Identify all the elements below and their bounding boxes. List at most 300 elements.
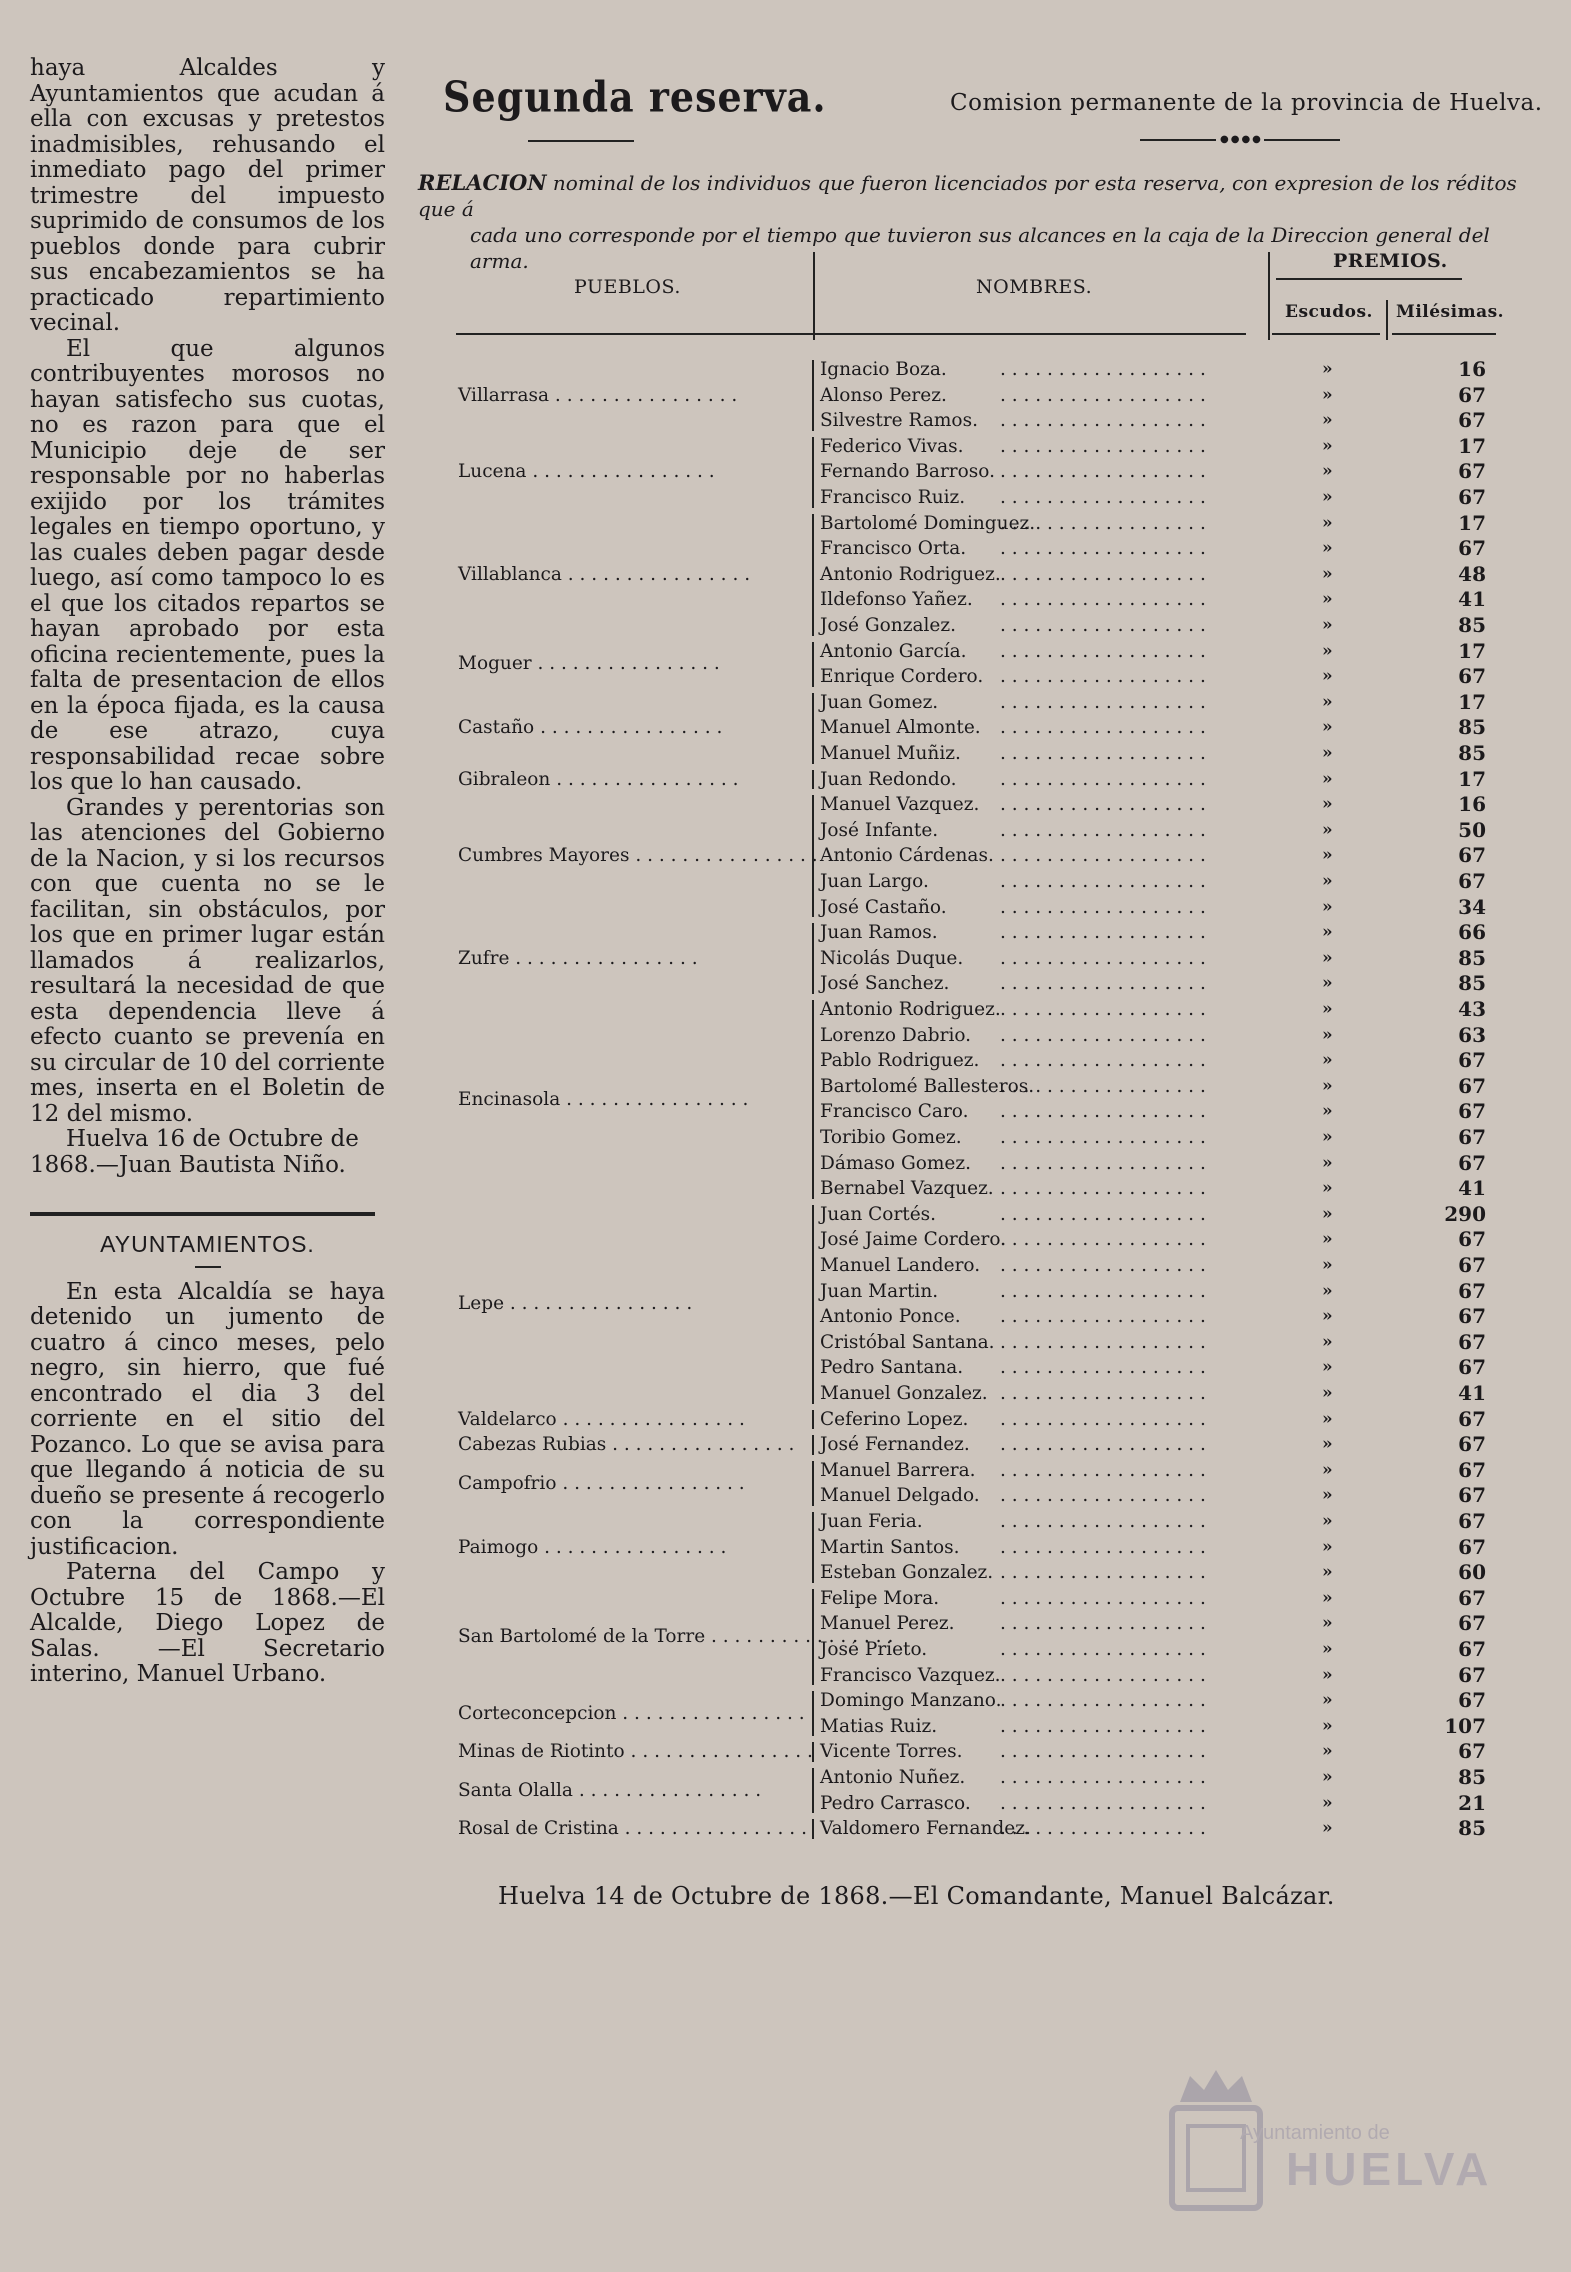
footer-signature: Huelva 14 de Octubre de 1868.—El Comandante, Manuel Balcázar. [498, 1882, 1335, 1910]
table-row [0, 1176, 1571, 1201]
nombre-cell: Valdomero Fernandez. [820, 1818, 1031, 1840]
dot-leaders: . . . . . . . . . . . . . . . . . . [1000, 384, 1206, 406]
dot-leaders: . . . . . . . . . . . . . . . . . . [1000, 1255, 1206, 1276]
row-brace [812, 1410, 814, 1430]
escudos-cell: » [1322, 947, 1333, 968]
dot-leaders: . . . . . . . . . . . . . . . . . . [1000, 1050, 1206, 1072]
dot-leaders: . . . . . . . . . . . . . . . . . . [1000, 512, 1206, 534]
nombre-cell: Francisco Vazquez. [820, 1664, 1001, 1686]
dot-leaders: . . . . . . . . . . . . . . . . . . [1000, 1127, 1206, 1148]
table-row [0, 485, 1571, 510]
milesimas-cell: 17 [1458, 689, 1486, 714]
milesimas-cell: 67 [1458, 485, 1486, 509]
milesimas-cell: 17 [1458, 433, 1486, 458]
milesimas-cell: 50 [1458, 817, 1486, 842]
dot-leaders: . . . . . . . . . . . . . . . . . . [1000, 640, 1206, 662]
nombre-cell: José Fernandez. [820, 1434, 970, 1456]
pueblo-cell: Lepe . . . . . . . . . . . . . . . . [458, 1293, 693, 1315]
milesimas-cell: 41 [1458, 1176, 1486, 1201]
milesimas-cell: 67 [1458, 459, 1486, 484]
row-brace [812, 1205, 814, 1404]
dot-leaders: . . . . . . . . . . . . . . . . . . [1000, 1511, 1206, 1532]
nombre-cell: Martin Santos. [820, 1536, 960, 1558]
pueblo-cell: Villablanca . . . . . . . . . . . . . . . . [458, 563, 751, 585]
milesimas-cell: 67 [1458, 1483, 1486, 1508]
col-header-pueblos: PUEBLOS. [574, 276, 681, 298]
nombre-cell: Toribio Gomez. [820, 1127, 962, 1148]
row-brace [812, 514, 814, 636]
escudos-cell: » [1322, 1024, 1333, 1045]
section-heading: AYUNTAMIENTOS. [100, 1231, 315, 1257]
milesimas-cell: 67 [1458, 1509, 1486, 1533]
escudos-cell: » [1322, 845, 1333, 866]
escudos-cell: » [1322, 1408, 1333, 1429]
column-rule [1386, 300, 1388, 340]
milesimas-cell: 17 [1458, 638, 1486, 663]
nombre-cell: Matias Ruiz. [820, 1715, 938, 1737]
milesimas-cell: 67 [1458, 536, 1486, 561]
dot-leaders: . . . . . . . . . . . . . . . . . . [1000, 1408, 1206, 1430]
milesimas-cell: 85 [1458, 1765, 1486, 1789]
escudos-cell: » [1322, 615, 1333, 635]
milesimas-cell: 67 [1458, 1637, 1486, 1661]
nombre-cell: Manuel Barrera. [820, 1459, 976, 1481]
nombre-cell: Francisco Caro. [820, 1101, 969, 1123]
nombre-cell: José Jaime Cordero. [820, 1229, 1007, 1251]
dot-leaders: . . . . . . . . . . . . . . . . . . [1000, 1639, 1206, 1660]
dot-leaders: . . . . . . . . . . . . . . . . . . [1000, 947, 1206, 969]
pueblo-cell: Cumbres Mayores . . . . . . . . . . . . . . . . [458, 845, 818, 867]
row-brace [812, 1819, 814, 1839]
row-brace [812, 642, 814, 687]
dot-leaders: . . . . . . . . . . . . . . . . . . [1000, 1357, 1206, 1379]
dot-leaders: . . . . . . . . . . . . . . . . . . [1000, 717, 1206, 739]
milesimas-cell: 67 [1458, 1355, 1486, 1380]
pueblo-cell: Zufre . . . . . . . . . . . . . . . . [458, 947, 698, 969]
escudos-cell: » [1322, 1152, 1333, 1173]
nombre-cell: Pedro Santana. [820, 1357, 964, 1379]
milesimas-cell: 67 [1458, 1253, 1486, 1277]
paragraph: El que algunos contribuyentes morosos no hayan satisfecho sus cuotas, no es razon para que el Municipio deje de ser responsable por no haberlas exijido por los trámites legales en tiempo oportuno, y las cuales deben pagar desde luego, así como tampoco lo es el que los citados repartos se hayan aprobado por esta oficina recientemente, pues la falta de presentacion de ellos en la época fijada, es la causa de ese atrazo, cuya responsabilidad recae sobre los que lo han causado. [30, 335, 385, 795]
escudos-cell: » [1322, 640, 1333, 661]
milesimas-cell: 67 [1458, 1099, 1486, 1124]
milesimas-cell: 21 [1458, 1790, 1486, 1815]
nombre-cell: Dámaso Gomez. [820, 1152, 971, 1174]
milesimas-cell: 67 [1458, 1150, 1486, 1175]
escudos-cell: » [1322, 871, 1333, 891]
dot-leaders: . . . . . . . . . . . . . . . . . . [1000, 1536, 1206, 1558]
escudos-cell: » [1322, 743, 1333, 763]
row-brace [812, 795, 814, 917]
table-row [0, 1509, 1571, 1534]
table-row [0, 1355, 1571, 1380]
dot-leaders: . . . . . . . . . . . . . . . . . . [1000, 768, 1206, 790]
pueblo-cell: Villarrasa . . . . . . . . . . . . . . . . [458, 384, 738, 406]
paragraph: En esta Alcaldía se haya detenido un jumento de cuatro á cinco meses, pelo negro, sin hierro, que fué encontrado el dia 3 del corriente en el sitio del Pozanco. Lo que se avisa para que llegando á noticia de su dueño se presente á recogerlo con la correspondiente justificacion. [30, 1278, 385, 1560]
table-row [0, 536, 1571, 561]
milesimas-cell: 63 [1458, 1022, 1486, 1047]
table-row [0, 1227, 1571, 1252]
nombre-cell: Antonio García. [820, 640, 967, 662]
escudos-cell: » [1322, 922, 1333, 943]
row-brace [812, 770, 814, 790]
nombre-cell: Ceferino Lopez. [820, 1408, 969, 1430]
escudos-cell: » [1322, 1587, 1333, 1608]
escudos-cell: » [1322, 1664, 1333, 1685]
col-header-milesimas: Milésimas. [1396, 302, 1505, 322]
dot-leaders: . . . . . . . . . . . . . . . . . . [1000, 538, 1206, 560]
escudos-cell: » [1322, 1101, 1333, 1122]
dot-leaders: . . . . . . . . . . . . . . . . . . [1000, 871, 1206, 892]
paragraph: Grandes y perentorias son las atenciones del Gobierno de la Nacion, y si los recursos con que cuenta no se le facilitan, sin obstáculos, por los que en primer lugar están llamados á realizarlos, resultará la necesidad de que esta dependencia lleve á efecto cuanto se prevenía en su circular de 10 del corriente mes, inserta en el Boletin de 12 del mismo. [30, 794, 385, 1127]
nombre-cell: Esteban Gonzalez. [820, 1562, 994, 1584]
nombre-cell: José Sanchez. [820, 973, 950, 995]
premios-rule [1276, 278, 1462, 280]
dot-leaders: . . . . . . . . . . . . . . . . . . [1000, 1562, 1206, 1584]
table-row [0, 1125, 1571, 1150]
table-row [0, 997, 1571, 1022]
pueblo-cell: Paimogo . . . . . . . . . . . . . . . . [458, 1536, 727, 1558]
nombre-cell: Juan Cortés. [820, 1203, 937, 1225]
milesimas-cell: 67 [1458, 1227, 1486, 1252]
col-header-escudos: Escudos. [1285, 302, 1373, 322]
dot-leaders: . . . . . . . . . . . . . . . . . . [1000, 1664, 1206, 1686]
milesimas-cell: 67 [1458, 664, 1486, 689]
pueblo-cell: Encinasola . . . . . . . . . . . . . . . . [458, 1088, 749, 1110]
column-rule [813, 252, 815, 340]
nombre-cell: Cristóbal Santana. [820, 1331, 995, 1353]
table-row [0, 357, 1571, 382]
milesimas-cell: 67 [1458, 1457, 1486, 1482]
dot-leaders: . . . . . . . . . . . . . . . . . . [1000, 1741, 1206, 1763]
relacion-line: nominal de los individuos que fueron licenciados por esta reserva, con expresion de los réditos que á [418, 171, 1517, 221]
escudos-cell: » [1322, 1383, 1333, 1403]
escudos-cell: » [1322, 794, 1333, 815]
pueblo-cell: Corteconcepcion . . . . . . . . . . . . . . . . [458, 1703, 805, 1724]
dot-leaders: . . . . . . . . . . . . . . . . . . [1000, 743, 1206, 764]
nombre-cell: Manuel Almonte. [820, 717, 981, 739]
milesimas-cell: 67 [1458, 1534, 1486, 1559]
escudos-cell: » [1322, 487, 1333, 507]
dot-leaders: . . . . . . . . . . . . . . . . . . [1000, 1203, 1206, 1225]
table-row [0, 792, 1571, 817]
table-row [0, 1202, 1571, 1227]
nombre-cell: Silvestre Ramos. [820, 410, 978, 432]
row-brace [812, 1000, 814, 1199]
nombre-cell: Manuel Landero. [820, 1255, 981, 1276]
dot-leaders: . . . . . . . . . . . . . . . . . . [1000, 410, 1206, 432]
nombre-cell: Antonio Ponce. [820, 1306, 961, 1328]
escudos-cell: » [1322, 359, 1333, 379]
escudos-cell: » [1322, 1767, 1333, 1787]
row-brace [812, 360, 814, 431]
pueblo-cell: Campofrio . . . . . . . . . . . . . . . . [458, 1472, 745, 1494]
escudos-cell: » [1322, 1178, 1333, 1199]
escudos-cell: » [1322, 1792, 1333, 1813]
escudos-cell: » [1322, 1459, 1333, 1480]
escudos-cell: » [1322, 768, 1333, 789]
paragraph: Paterna del Campo y Octubre 15 de 1868.—El Alcalde, Diego Lopez de Salas. —El Secretario interino, Manuel Urbano. [30, 1559, 385, 1687]
milesimas-cell: 48 [1458, 561, 1486, 586]
escudos-cell: » [1322, 1203, 1333, 1224]
nombre-cell: Enrique Cordero. [820, 666, 984, 688]
pueblo-cell: Valdelarco . . . . . . . . . . . . . . . . [458, 1408, 745, 1430]
nombre-cell: Bartolomé Dominguez. [820, 512, 1036, 534]
dot-leaders: . . . . . . . . . . . . . . . . . . [1000, 1101, 1206, 1123]
column-rule [1268, 252, 1270, 340]
milesimas-cell: 67 [1458, 843, 1486, 868]
nombre-cell: Juan Redondo. [820, 768, 957, 790]
nombre-cell: Bartolomé Ballesteros. [820, 1075, 1035, 1097]
nombre-cell: Manuel Perez. [820, 1613, 955, 1635]
table-row [0, 587, 1571, 612]
table-row [0, 920, 1571, 945]
escudos-cell: » [1322, 1331, 1333, 1352]
dot-leaders: . . . . . . . . . . . . . . . . . . [1000, 1485, 1206, 1507]
milesimas-cell: 67 [1458, 1739, 1486, 1764]
dot-leaders: . . . . . . . . . . . . . . . . . . [1000, 845, 1206, 867]
milesimas-cell: 16 [1458, 357, 1486, 381]
dot-leaders: . . . . . . . . . . . . . . . . . . [1000, 794, 1206, 816]
table-row [0, 1048, 1571, 1073]
dot-leaders: . . . . . . . . . . . . . . . . . . [1000, 1792, 1206, 1814]
header-rule [1272, 333, 1380, 335]
dot-leaders: . . . . . . . . . . . . . . . . . . [1000, 1434, 1206, 1456]
page-title: Segunda reserva. [443, 72, 827, 122]
row-brace [812, 1691, 814, 1736]
escudos-cell: » [1322, 666, 1333, 687]
milesimas-cell: 67 [1458, 382, 1486, 407]
dot-leaders: . . . . . . . . . . . . . . . . . . [1000, 1178, 1206, 1200]
escudos-cell: » [1322, 384, 1333, 405]
escudos-cell: » [1322, 1075, 1333, 1096]
nombre-cell: Lorenzo Dabrio. [820, 1024, 972, 1046]
row-brace [812, 1512, 814, 1583]
row-brace [812, 1589, 814, 1685]
escudos-cell: » [1322, 1050, 1333, 1071]
escudos-cell: » [1322, 538, 1333, 559]
escudos-cell: » [1322, 896, 1333, 917]
table-row [0, 1151, 1571, 1176]
milesimas-cell: 290 [1444, 1201, 1486, 1226]
paragraph: haya Alcaldes y Ayuntamientos que acudan á ella con excusas y pretestos inadmisibles, rehusando el inmediato pago del primer trimestre del impuesto suprimido de consumos de los pueblos donde para cubrir sus encabezamientos se ha practicado repartimiento vecinal. [30, 55, 385, 336]
milesimas-cell: 66 [1458, 920, 1486, 945]
nombre-cell: Fernando Barroso. [820, 461, 995, 483]
escudos-cell: » [1322, 461, 1333, 482]
table-row [0, 971, 1571, 996]
nombre-cell: José Infante. [820, 819, 939, 841]
escudos-cell: » [1322, 691, 1333, 712]
nombre-cell: Pedro Carrasco. [820, 1792, 971, 1814]
milesimas-cell: 107 [1444, 1713, 1486, 1738]
table-row [0, 1023, 1571, 1048]
escudos-cell: » [1322, 563, 1333, 584]
escudos-cell: » [1322, 1536, 1333, 1557]
nombre-cell: Antonio Rodriguez. [820, 563, 1001, 585]
milesimas-cell: 60 [1458, 1560, 1486, 1585]
dot-leaders: . . . . . . . . . . . . . . . . . . [1000, 589, 1206, 611]
row-brace [812, 1435, 814, 1455]
nombre-cell: José Castaño. [820, 896, 947, 918]
milesimas-cell: 17 [1458, 766, 1486, 791]
table-row [0, 434, 1571, 459]
milesimas-cell: 43 [1458, 997, 1486, 1021]
table-row [0, 511, 1571, 536]
dot-leaders: . . . . . . . . . . . . . . . . . . [1000, 1690, 1206, 1712]
table-row [0, 869, 1571, 894]
dot-leaders: . . . . . . . . . . . . . . . . . . [1000, 999, 1206, 1020]
relacion-line: cada uno corresponde por el tiempo que tuvieron sus alcances en la caja de la Direccion general del arma. [470, 223, 1490, 273]
dot-leaders: . . . . . . . . . . . . . . . . . . [1000, 666, 1206, 688]
escudos-cell: » [1322, 589, 1333, 610]
escudos-cell: » [1322, 1511, 1333, 1531]
pueblo-cell: Moguer . . . . . . . . . . . . . . . . [458, 653, 720, 675]
milesimas-cell: 67 [1458, 869, 1486, 893]
header-rule [456, 333, 1246, 335]
milesimas-cell: 67 [1458, 1125, 1486, 1149]
dot-leaders: . . . . . . . . . . . . . . . . . . [1000, 563, 1206, 585]
table-row [0, 1586, 1571, 1611]
row-brace [812, 693, 814, 764]
dot-leaders: . . . . . . . . . . . . . . . . . . [1000, 435, 1206, 457]
milesimas-cell: 85 [1458, 741, 1486, 765]
escudos-cell: » [1322, 1741, 1333, 1762]
milesimas-cell: 67 [1458, 1048, 1486, 1073]
escudos-cell: » [1322, 819, 1333, 840]
escudos-cell: » [1322, 717, 1333, 738]
nombre-cell: Bernabel Vazquez. [820, 1178, 994, 1200]
watermark-brand: HUELVA [1286, 2143, 1493, 2195]
nombre-cell: Juan Feria. [820, 1511, 923, 1532]
dot-leaders: . . . . . . . . . . . . . . . . . . [1000, 1331, 1206, 1353]
nombre-cell: Juan Martin. [820, 1280, 939, 1302]
nombre-cell: Antonio Nuñez. [820, 1767, 966, 1788]
dot-leaders: . . . . . . . . . . . . . . . . . . [1000, 1613, 1206, 1635]
dot-leaders: . . . . . . . . . . . . . . . . . . [1000, 1587, 1206, 1609]
nombre-cell: José Prieto. [820, 1639, 928, 1660]
relacion-lead: RELACION [418, 170, 547, 195]
nombre-cell: Alonso Perez. [820, 384, 947, 406]
ornament-rule: ●●●● [1140, 138, 1340, 142]
milesimas-cell: 67 [1458, 1304, 1486, 1329]
pueblo-cell: Minas de Riotinto . . . . . . . . . . . . . . . . [458, 1741, 813, 1763]
nombre-cell: Manuel Muñiz. [820, 743, 961, 764]
nombre-cell: Ildefonso Yañez. [820, 589, 973, 611]
escudos-cell: » [1322, 1818, 1333, 1839]
table-row [0, 895, 1571, 920]
milesimas-cell: 67 [1458, 1688, 1486, 1713]
milesimas-cell: 85 [1458, 613, 1486, 637]
dot-leaders: . . . . . . . . . . . . . . . . . . [1000, 1306, 1206, 1328]
milesimas-cell: 16 [1458, 792, 1486, 817]
nombre-cell: Antonio Cárdenas. [820, 845, 994, 867]
milesimas-cell: 67 [1458, 408, 1486, 433]
nombre-cell: Manuel Gonzalez. [820, 1383, 988, 1404]
milesimas-cell: 67 [1458, 1073, 1486, 1098]
nombre-cell: José Gonzalez. [820, 615, 956, 636]
pueblo-cell: Santa Olalla . . . . . . . . . . . . . . . . [458, 1779, 762, 1801]
dot-leaders: . . . . . . . . . . . . . . . . . . [1000, 896, 1206, 918]
dot-leaders: . . . . . . . . . . . . . . . . . . [1000, 1383, 1206, 1404]
nombre-cell: Francisco Ruiz. [820, 487, 966, 508]
col-header-nombres: NOMBRES. [976, 276, 1093, 298]
escudos-cell: » [1322, 1715, 1333, 1736]
pueblo-cell: San Bartolomé de la Torre . . . . . . . . . . . . . . . . [458, 1626, 894, 1648]
dot-leaders: . . . . . . . . . . . . . . . . . . [1000, 1152, 1206, 1174]
escudos-cell: » [1322, 1434, 1333, 1455]
nombre-cell: Ignacio Boza. [820, 359, 947, 380]
dot-leaders: . . . . . . . . . . . . . . . . . . [1000, 819, 1206, 841]
row-brace [812, 923, 814, 994]
dot-leaders: . . . . . . . . . . . . . . . . . . [1000, 1767, 1206, 1788]
escudos-cell: » [1322, 435, 1333, 456]
nombre-cell: Juan Largo. [820, 871, 929, 892]
signature: Huelva 16 de Octubre de 1868.—Juan Bautista Niño. [30, 1126, 359, 1178]
nombre-cell: Manuel Vazquez. [820, 794, 980, 816]
table-row [0, 1663, 1571, 1688]
ornament-rule [528, 140, 634, 142]
nombre-cell: Antonio Rodriguez. [820, 999, 1001, 1020]
escudos-cell: » [1322, 973, 1333, 994]
table-row [0, 1253, 1571, 1278]
milesimas-cell: 85 [1458, 971, 1486, 996]
escudos-cell: » [1322, 1357, 1333, 1378]
table-row [0, 1560, 1571, 1585]
milesimas-cell: 85 [1458, 1816, 1486, 1841]
pueblo-cell: Lucena . . . . . . . . . . . . . . . . [458, 461, 715, 483]
dot-leaders: . . . . . . . . . . . . . . . . . . [1000, 487, 1206, 508]
dot-leaders: . . . . . . . . . . . . . . . . . . [1000, 1818, 1206, 1840]
dot-leaders: . . . . . . . . . . . . . . . . . . [1000, 1075, 1206, 1097]
pueblo-cell: Cabezas Rubias . . . . . . . . . . . . . . . . [458, 1434, 795, 1456]
escudos-cell: » [1322, 1613, 1333, 1634]
dot-leaders: . . . . . . . . . . . . . . . . . . [1000, 615, 1206, 636]
escudos-cell: » [1322, 1255, 1333, 1275]
table-row [0, 408, 1571, 433]
escudos-cell: » [1322, 1306, 1333, 1327]
milesimas-cell: 67 [1458, 1432, 1486, 1457]
dot-leaders: . . . . . . . . . . . . . . . . . . [1000, 1459, 1206, 1481]
dot-leaders: . . . . . . . . . . . . . . . . . . [1000, 461, 1206, 483]
pueblo-cell: Gibraleon . . . . . . . . . . . . . . . . [458, 768, 739, 790]
milesimas-cell: 67 [1458, 1585, 1486, 1610]
nombre-cell: Felipe Mora. [820, 1587, 940, 1609]
header-rule [1392, 333, 1496, 335]
milesimas-cell: 34 [1458, 894, 1486, 919]
nombre-cell: Francisco Orta. [820, 538, 967, 560]
escudos-cell: » [1322, 1639, 1333, 1659]
dot-leaders: . . . . . . . . . . . . . . . . . . [1000, 973, 1206, 995]
table-row [0, 741, 1571, 766]
col-header-premios: PREMIOS. [1333, 250, 1448, 272]
nombre-cell: Nicolás Duque. [820, 947, 964, 969]
dot-leaders: . . . . . . . . . . . . . . . . . . [1000, 1280, 1206, 1302]
nombre-cell: Domingo Manzano. [820, 1690, 1002, 1712]
milesimas-cell: 85 [1458, 945, 1486, 970]
milesimas-cell: 67 [1458, 1329, 1486, 1354]
dot-leaders: . . . . . . . . . . . . . . . . . . [1000, 1024, 1206, 1046]
escudos-cell: » [1322, 512, 1333, 533]
table-row [0, 613, 1571, 638]
milesimas-cell: 67 [1458, 1406, 1486, 1431]
commission-line: Comision permanente de la provincia de Huelva. [950, 90, 1543, 116]
escudos-cell: » [1322, 1485, 1333, 1506]
pueblo-cell: Rosal de Cristina . . . . . . . . . . . . . . . . [458, 1818, 807, 1840]
table-row [0, 1381, 1571, 1406]
dot-leaders: . . . . . . . . . . . . . . . . . . [1000, 1229, 1206, 1251]
milesimas-cell: 67 [1458, 1278, 1486, 1303]
nombre-cell: Manuel Delgado. [820, 1485, 980, 1507]
